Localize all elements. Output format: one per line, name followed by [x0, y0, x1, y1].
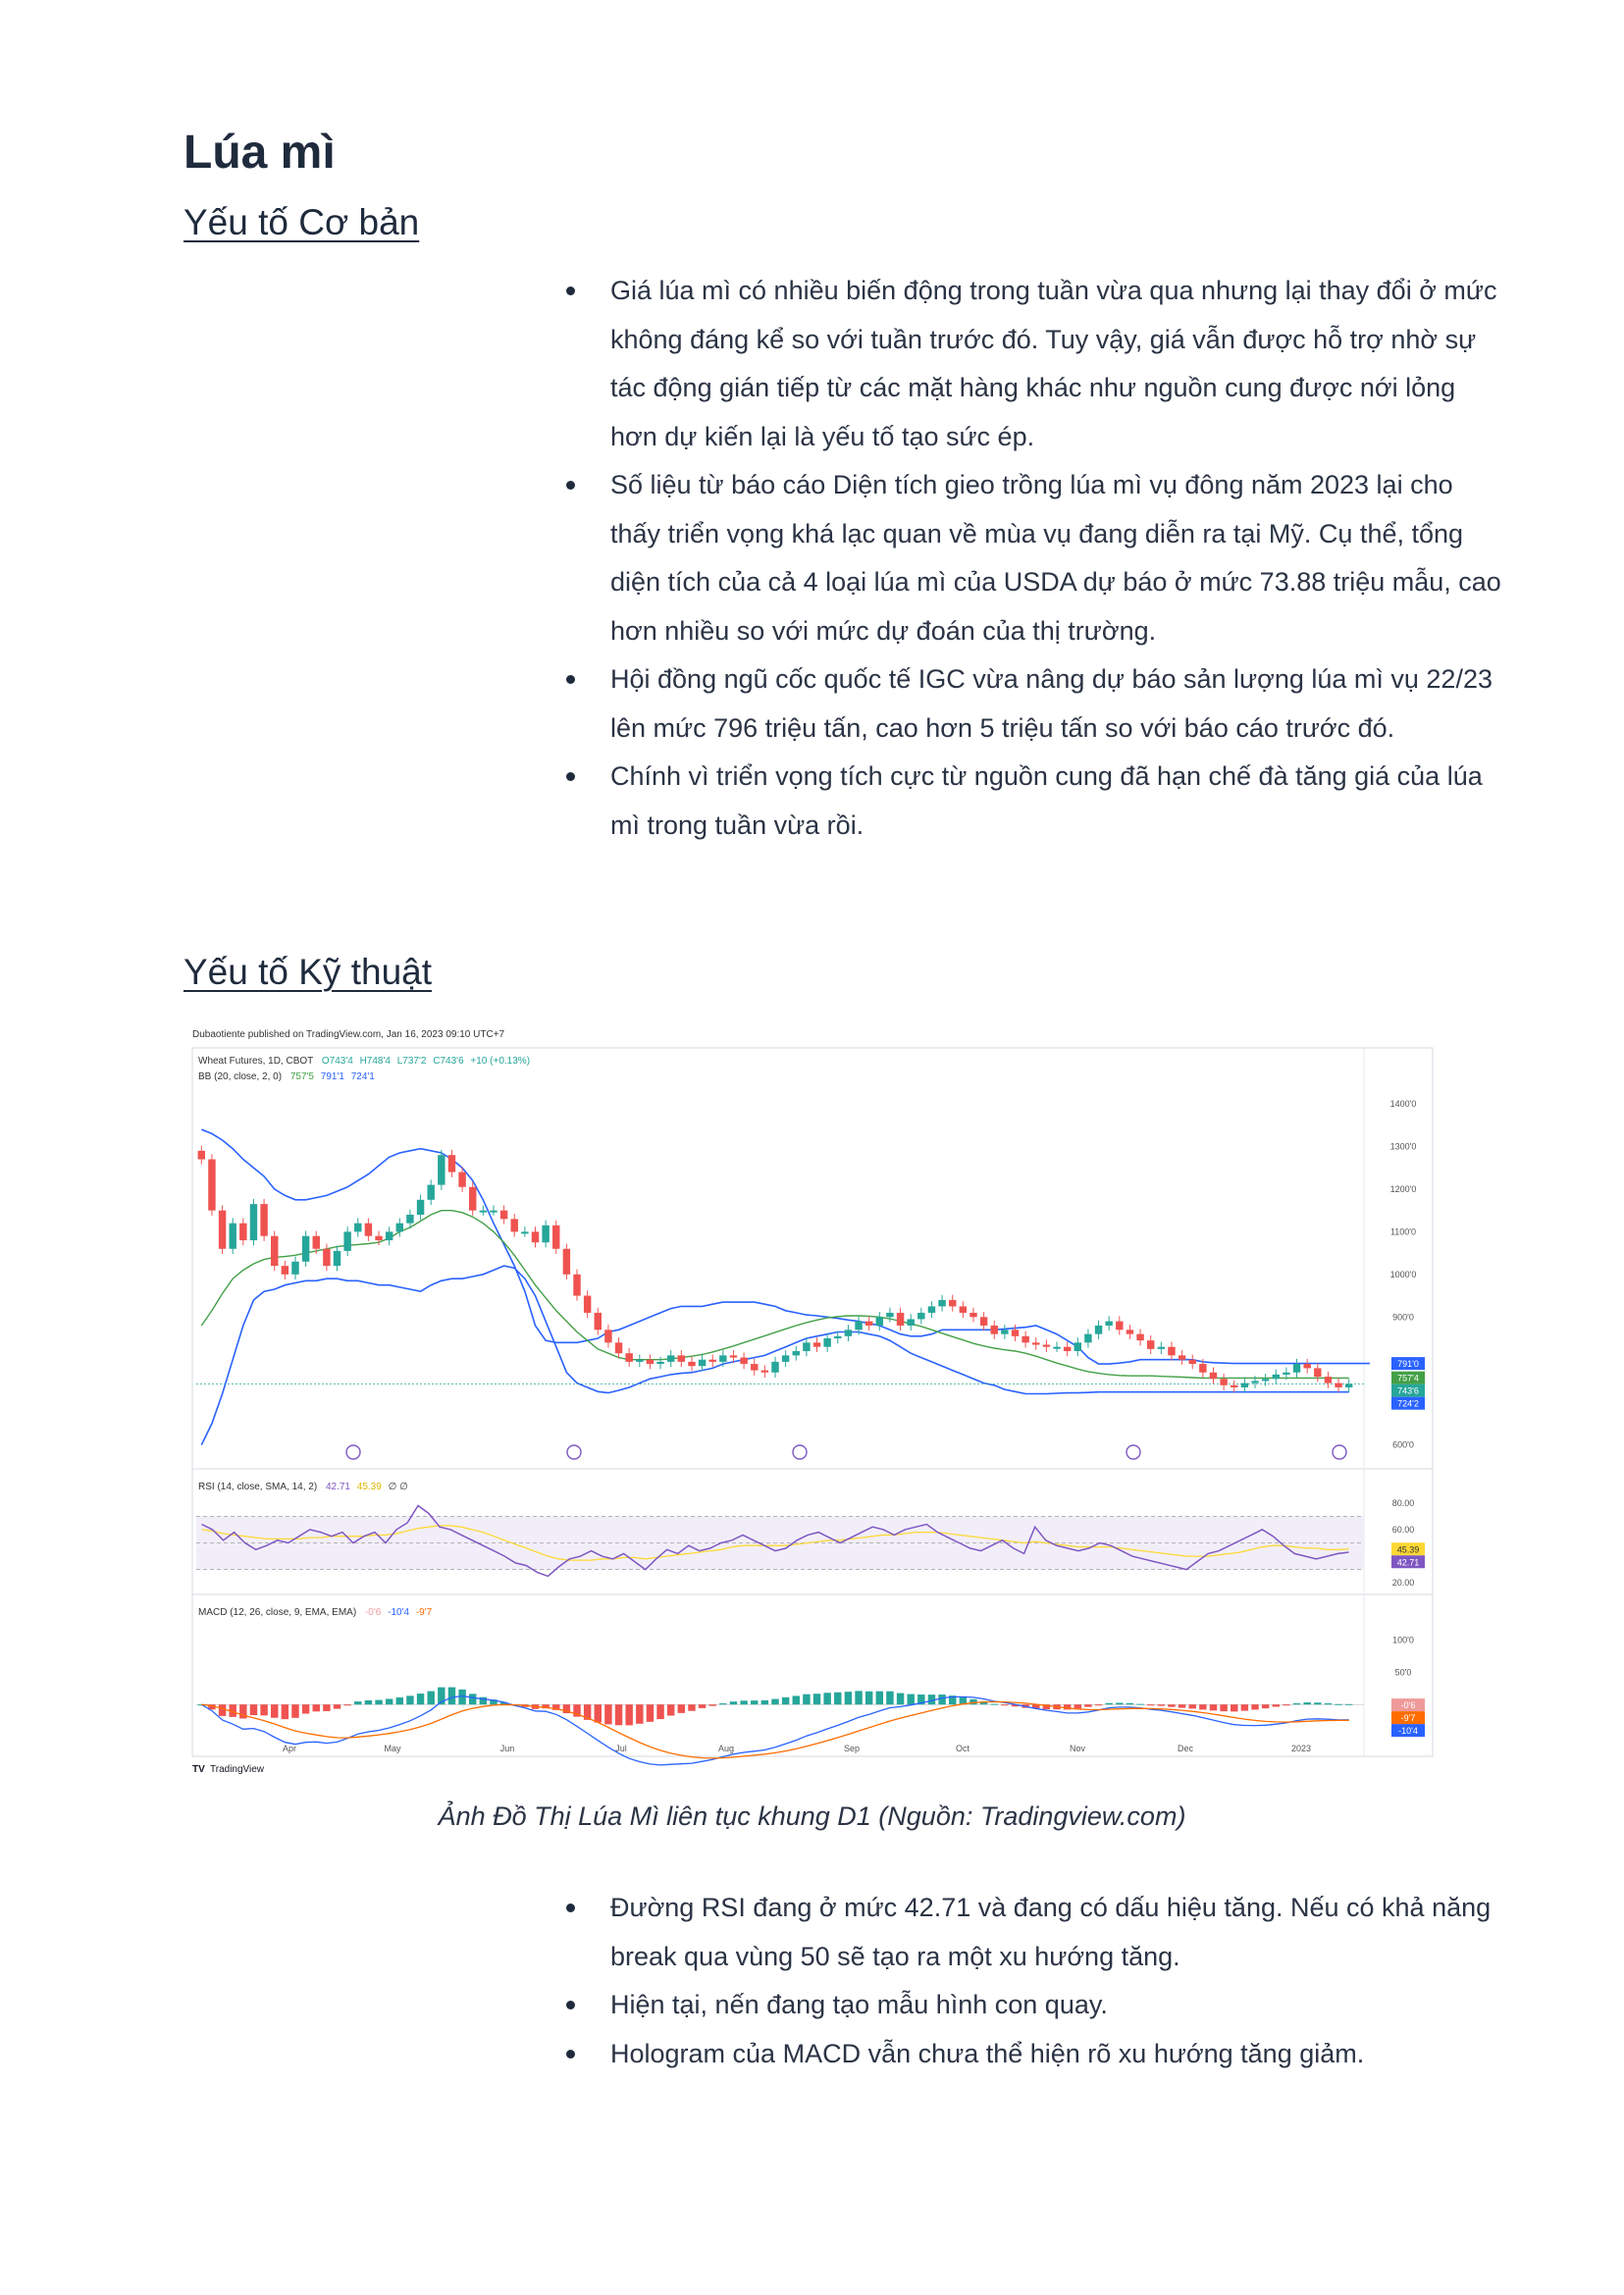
- month-tick-label: Apr: [282, 1744, 297, 1753]
- candle-body: [458, 1173, 465, 1187]
- candle-body: [1158, 1347, 1165, 1349]
- candle-body: [343, 1231, 350, 1251]
- macd-label-text: -10'4: [1398, 1726, 1418, 1737]
- candle-body: [708, 1360, 715, 1362]
- macd-histogram-bar: [1314, 1702, 1321, 1704]
- macd-histogram-bar: [469, 1694, 476, 1704]
- candle-body: [229, 1224, 236, 1249]
- price-label-text: 743'6: [1397, 1385, 1419, 1396]
- candle-body: [991, 1326, 998, 1334]
- candle-body: [1231, 1385, 1237, 1387]
- macd-histogram-bar: [907, 1695, 914, 1705]
- section-heading-technical: Yếu tố Kỹ thuật: [183, 952, 433, 992]
- candle-body: [1189, 1360, 1196, 1364]
- month-tick-label: Oct: [955, 1744, 970, 1753]
- candle-body: [448, 1155, 455, 1172]
- month-tick-label: 2023: [1290, 1744, 1312, 1753]
- macd-histogram-bar: [250, 1704, 257, 1715]
- price-tick-label: 1200'0: [1389, 1183, 1417, 1194]
- candle-body: [886, 1313, 893, 1317]
- candle-body: [334, 1251, 341, 1266]
- macd-histogram-bar: [1147, 1704, 1154, 1705]
- candle-body: [719, 1355, 726, 1362]
- candle-body: [793, 1351, 800, 1355]
- basic-bullet-item: Chính vì triển vọng tích cực từ nguồn cung đã hạn chế đà tăng giá của lúa mì trong tuần vừa rồi.: [610, 753, 1508, 850]
- macd-histogram-bar: [761, 1700, 768, 1704]
- macd-histogram-bar: [291, 1704, 298, 1718]
- macd-histogram-bar: [1231, 1704, 1237, 1711]
- technical-bullet-item: Đường RSI đang ở mức 42.71 và đang có dấu hiệu tăng. Nếu có khả năng break qua vùng 50 sẽ tạo ra một xu hướng tăng.: [610, 1884, 1508, 1981]
- macd-histogram-bar: [1105, 1703, 1112, 1704]
- candle-body: [500, 1211, 507, 1220]
- candle-body: [1314, 1368, 1321, 1377]
- candle-body: [1199, 1364, 1206, 1373]
- macd-histogram-bar: [1241, 1704, 1248, 1710]
- technical-bullet-item: Hologram của MACD vẫn chưa thể hiện rõ xu hướng tăng giảm.: [610, 2030, 1508, 2079]
- month-tick-label: Nov: [1069, 1744, 1086, 1753]
- macd-histogram-bar: [771, 1699, 778, 1705]
- candle-body: [751, 1364, 758, 1371]
- candle-body: [563, 1249, 570, 1275]
- candle-body: [1345, 1383, 1352, 1386]
- candle-body: [1241, 1383, 1248, 1387]
- candle-body: [928, 1306, 935, 1313]
- chart-symbol: Wheat Futures, 1D, CBOT: [198, 1056, 314, 1067]
- macd-legend-macd: -10'4: [388, 1607, 410, 1618]
- candle-body: [386, 1231, 393, 1240]
- macd-histogram-bar: [1074, 1704, 1081, 1708]
- macd-histogram-bar: [595, 1704, 602, 1722]
- candle-body: [1126, 1330, 1133, 1333]
- bb-legend-name: BB (20, close, 2, 0): [198, 1071, 283, 1082]
- macd-histogram-bar: [427, 1692, 434, 1705]
- macd-histogram-bar: [1126, 1703, 1133, 1704]
- candle-body: [511, 1219, 518, 1231]
- macd-histogram-bar: [260, 1704, 267, 1715]
- candle-body: [876, 1317, 883, 1326]
- candle-body: [845, 1330, 852, 1336]
- page-title: Lúa mì: [183, 127, 336, 179]
- macd-histogram-bar: [782, 1697, 789, 1704]
- candle-body: [573, 1275, 580, 1296]
- macd-histogram-bar: [636, 1704, 643, 1724]
- month-tick-label: Jun: [499, 1744, 515, 1753]
- candle-body: [1001, 1330, 1008, 1333]
- macd-histogram-bar: [897, 1694, 904, 1705]
- candle-body: [678, 1355, 685, 1362]
- ohlc-close: C743'6: [433, 1056, 464, 1067]
- candle-body: [532, 1231, 539, 1242]
- candle-body: [208, 1160, 215, 1211]
- candle-body: [1147, 1340, 1154, 1349]
- month-tick-label: May: [384, 1744, 401, 1753]
- candle-body: [1032, 1342, 1039, 1344]
- candle-body: [239, 1224, 246, 1240]
- rsi-tick-label: 20.00: [1391, 1578, 1415, 1589]
- macd-histogram-bar: [365, 1700, 372, 1704]
- macd-histogram-bar: [615, 1704, 622, 1725]
- svg-text:RSI (14, close, SMA, 14, 2): [198, 1482, 408, 1492]
- macd-histogram-bar: [1303, 1702, 1310, 1704]
- candle-body: [1074, 1342, 1081, 1351]
- macd-histogram-bar: [708, 1704, 715, 1705]
- candle-body: [490, 1211, 497, 1213]
- candle-body: [219, 1211, 226, 1249]
- price-label-text: 724'2: [1397, 1398, 1419, 1409]
- chart-caption: Ảnh Đồ Thị Lúa Mì liên tục khung D1 (Nguồn: Tradingview.com): [438, 1801, 1186, 1831]
- candle-body: [375, 1236, 382, 1240]
- macd-histogram-bar: [1210, 1704, 1217, 1710]
- price-tick-label: 1100'0: [1389, 1226, 1417, 1237]
- candle-body: [1220, 1379, 1227, 1385]
- candle-body: [427, 1185, 434, 1200]
- candle-body: [855, 1322, 862, 1330]
- candle-body: [417, 1200, 424, 1215]
- macd-legend-name: MACD (12, 26, close, 9, EMA, EMA): [198, 1607, 357, 1618]
- event-marker-icon: [1126, 1445, 1140, 1459]
- macd-histogram-bar: [740, 1700, 747, 1704]
- macd-histogram-bar: [1293, 1703, 1300, 1704]
- candle-body: [907, 1319, 914, 1326]
- macd-histogram-bar: [730, 1701, 737, 1704]
- ohlc-high: H748'4: [359, 1056, 391, 1067]
- candle-body: [1168, 1347, 1175, 1356]
- macd-histogram-bar: [219, 1704, 226, 1716]
- ohlc-change: +10 (+0.13%): [470, 1056, 531, 1067]
- candle-body: [1335, 1383, 1341, 1387]
- macd-histogram-bar: [1220, 1704, 1227, 1711]
- macd-histogram-bar: [1084, 1704, 1091, 1706]
- macd-histogram-bar: [667, 1704, 674, 1715]
- candle-body: [1293, 1364, 1300, 1373]
- macd-histogram-bar: [834, 1693, 841, 1704]
- macd-histogram-bar: [793, 1695, 800, 1704]
- candle-body: [813, 1342, 820, 1346]
- bb-legend-upper: 791'1: [320, 1071, 344, 1082]
- candle-body: [313, 1236, 320, 1249]
- candle-body: [1325, 1377, 1332, 1383]
- svg-text:MACD (12, 26, close, 9, EMA, E: [198, 1607, 433, 1618]
- candle-body: [584, 1296, 591, 1313]
- basic-bullet-item: Hội đồng ngũ cốc quốc tế IGC vừa nâng dự báo sản lượng lúa mì vụ 22/23 lên mức 796 triệu tấn, cao hơn 5 triệu tấn so với báo cáo trước đó.: [610, 655, 1508, 753]
- candle-body: [365, 1224, 372, 1236]
- candle-body: [604, 1330, 611, 1342]
- candle-body: [354, 1224, 361, 1232]
- candle-body: [438, 1155, 445, 1184]
- macd-label-text: -0'6: [1400, 1700, 1416, 1711]
- rsi-tick-label: 60.00: [1391, 1524, 1415, 1535]
- macd-histogram-bar: [1283, 1704, 1289, 1705]
- macd-histogram-bar: [448, 1688, 455, 1705]
- ohlc-open: O743'4: [321, 1056, 353, 1067]
- macd-histogram-bar: [343, 1704, 350, 1705]
- macd-histogram-bar: [1095, 1704, 1102, 1705]
- candle-body: [521, 1231, 528, 1233]
- macd-histogram-bar: [1262, 1704, 1269, 1708]
- candle-body: [1064, 1347, 1071, 1351]
- price-tick-label: 1400'0: [1389, 1099, 1417, 1110]
- svg-text:TradingView: TradingView: [210, 1764, 265, 1775]
- bb-legend-basis: 757'5: [289, 1071, 314, 1082]
- candle-body: [699, 1360, 706, 1367]
- macd-histogram-bar: [699, 1704, 706, 1708]
- candle-body: [656, 1362, 663, 1364]
- macd-histogram-bar: [855, 1691, 862, 1704]
- svg-text:Wheat Futures, 1D, CBOT: [198, 1056, 530, 1067]
- candle-body: [730, 1355, 737, 1357]
- macd-legend-hist: -0'6: [364, 1607, 382, 1618]
- candle-body: [1210, 1373, 1217, 1380]
- macd-tick-label: 50'0: [1394, 1667, 1412, 1678]
- macd-histogram-bar: [282, 1704, 288, 1719]
- macd-histogram-bar: [719, 1703, 726, 1704]
- candle-body: [667, 1355, 674, 1362]
- macd-histogram-bar: [271, 1704, 278, 1718]
- macd-histogram-bar: [604, 1704, 611, 1724]
- candle-body: [688, 1362, 695, 1366]
- macd-histogram-bar: [938, 1695, 945, 1704]
- candle-body: [1251, 1381, 1258, 1382]
- rsi-legend-extra: ∅ ∅: [388, 1482, 408, 1492]
- basic-bullet-list: [559, 267, 1508, 850]
- macd-histogram-bar: [886, 1692, 893, 1705]
- macd-histogram-bar: [845, 1692, 852, 1704]
- rsi-legend-sma: 45.39: [356, 1482, 382, 1492]
- candle-body: [897, 1313, 904, 1326]
- macd-histogram-bar: [375, 1700, 382, 1705]
- candle-body: [542, 1226, 549, 1242]
- candle-body: [980, 1317, 987, 1326]
- bb-legend-lower: 724'1: [350, 1071, 375, 1082]
- candle-body: [1095, 1326, 1102, 1334]
- candle-body: [1262, 1379, 1269, 1381]
- macd-histogram-bar: [406, 1695, 413, 1704]
- candle-body: [823, 1338, 830, 1347]
- macd-histogram-bar: [876, 1692, 883, 1705]
- ohlc-low: L737'2: [396, 1056, 427, 1067]
- macd-label-text: -9'7: [1400, 1713, 1416, 1724]
- month-tick-label: Aug: [717, 1744, 735, 1753]
- candle-body: [323, 1249, 330, 1266]
- macd-histogram-bar: [313, 1704, 320, 1711]
- candle-body: [834, 1336, 841, 1338]
- candle-body: [1273, 1375, 1280, 1379]
- rsi-tick-label: 80.00: [1391, 1497, 1415, 1508]
- month-tick-label: Sep: [843, 1744, 861, 1753]
- macd-histogram-bar: [1273, 1704, 1280, 1706]
- month-tick-label: Jul: [615, 1744, 627, 1753]
- macd-histogram-bar: [1335, 1704, 1341, 1705]
- macd-histogram-bar: [1116, 1702, 1123, 1704]
- macd-histogram-bar: [678, 1704, 685, 1713]
- rsi-legend-name: RSI (14, close, SMA, 14, 2): [198, 1482, 318, 1492]
- candle-body: [636, 1360, 643, 1362]
- month-tick-label: Dec: [1177, 1744, 1194, 1753]
- candle-body: [1105, 1322, 1112, 1326]
- macd-histogram-bar: [1001, 1704, 1008, 1705]
- candle-body: [938, 1300, 945, 1307]
- candle-body: [615, 1342, 622, 1353]
- svg-text:TV: TV: [192, 1764, 205, 1775]
- macd-histogram-bar: [1199, 1704, 1206, 1709]
- candle-body: [302, 1236, 309, 1262]
- macd-histogram-bar: [1325, 1703, 1332, 1704]
- macd-histogram-bar: [1136, 1704, 1143, 1705]
- rsi-legend-value: 42.71: [325, 1482, 350, 1492]
- candle-body: [552, 1226, 559, 1249]
- candle-body: [1116, 1322, 1123, 1330]
- candle-body: [740, 1358, 747, 1365]
- macd-histogram-bar: [354, 1701, 361, 1704]
- candle-body: [647, 1360, 654, 1364]
- macd-histogram-bar: [386, 1698, 393, 1704]
- candle-body: [1084, 1334, 1091, 1343]
- candle-body: [1136, 1334, 1143, 1341]
- candle-body: [1043, 1345, 1050, 1347]
- macd-histogram-bar: [334, 1704, 341, 1708]
- candle-body: [771, 1362, 778, 1373]
- candle-body: [949, 1300, 956, 1307]
- candle-body: [782, 1355, 789, 1362]
- candle-body: [250, 1204, 257, 1240]
- macd-histogram-bar: [417, 1694, 424, 1704]
- macd-histogram-bar: [1345, 1704, 1352, 1705]
- candle-body: [917, 1313, 924, 1320]
- price-tick-label: 600'0: [1392, 1439, 1414, 1450]
- candle-body: [761, 1371, 768, 1373]
- rsi-label-text: 45.39: [1396, 1544, 1420, 1555]
- candle-body: [1303, 1364, 1310, 1368]
- candle-body: [406, 1215, 413, 1224]
- candle-body: [396, 1224, 403, 1232]
- basic-bullet-item: Số liệu từ báo cáo Diện tích gieo trồng lúa mì vụ đông năm 2023 lại cho thấy triển vọng khá lạc quan về mùa vụ đang diễn ra tại Mỹ. Cụ thể, tổng diện tích của cả 4 loại lúa mì của USDA dự báo ở mức 73.88 triệu mẫu, cao hơn nhiều so với mức dự đoán của thị trường.: [610, 461, 1508, 655]
- macd-histogram-bar: [1158, 1704, 1165, 1705]
- macd-legend-signal: -9'7: [415, 1607, 433, 1618]
- macd-histogram-bar: [1251, 1704, 1258, 1709]
- candle-body: [1179, 1355, 1185, 1359]
- candle-body: [960, 1306, 967, 1313]
- macd-histogram-bar: [991, 1704, 998, 1705]
- candle-body: [1283, 1373, 1289, 1375]
- candle-body: [1012, 1330, 1019, 1336]
- wheat-chart: [186, 1020, 1442, 1786]
- technical-bullet-item: Hiện tại, nến đang tạo mẫu hình con quay.: [610, 1981, 1508, 2030]
- price-tick-label: 1300'0: [1389, 1141, 1417, 1152]
- candle-body: [260, 1204, 267, 1236]
- macd-histogram-bar: [647, 1704, 654, 1722]
- macd-histogram-bar: [323, 1704, 330, 1711]
- basic-bullet-item: Giá lúa mì có nhiều biến động trong tuần vừa qua nhưng lại thay đổi ở mức không đáng kể so với tuần trước đó. Tuy vậy, giá vẫn được hỗ trợ nhờ sự tác động gián tiếp từ các mặt hàng khác như nguồn cung được nới lỏng hơn dự kiến lại là yếu tố tạo sức ép.: [610, 267, 1508, 461]
- candle-body: [595, 1313, 602, 1330]
- chart-header: Dubaotiente published on TradingView.com, Jan 16, 2023 09:10 UTC+7: [192, 1029, 505, 1040]
- section-heading-basic: Yếu tố Cơ bản: [183, 202, 420, 242]
- macd-histogram-bar: [1179, 1704, 1185, 1707]
- macd-histogram-bar: [803, 1695, 810, 1705]
- candle-body: [625, 1353, 632, 1362]
- candle-body: [282, 1266, 288, 1275]
- candle-body: [469, 1187, 476, 1211]
- event-marker-icon: [793, 1445, 807, 1459]
- macd-histogram-bar: [823, 1693, 830, 1704]
- candle-body: [1053, 1347, 1060, 1349]
- candle-body: [969, 1313, 976, 1317]
- macd-histogram-bar: [688, 1704, 695, 1710]
- macd-histogram-bar: [1168, 1704, 1175, 1706]
- macd-histogram-bar: [656, 1704, 663, 1719]
- candle-body: [271, 1236, 278, 1266]
- macd-histogram-bar: [813, 1694, 820, 1704]
- macd-histogram-bar: [625, 1704, 632, 1725]
- chart-frame: [192, 1048, 1433, 1756]
- tradingview-logo: [192, 1764, 265, 1775]
- macd-histogram-bar: [302, 1704, 309, 1713]
- macd-histogram-bar: [865, 1692, 872, 1704]
- rsi-label-text: 42.71: [1396, 1557, 1420, 1568]
- macd-histogram-bar: [751, 1700, 758, 1704]
- candle-body: [865, 1322, 872, 1326]
- price-label-text: 757'4: [1397, 1373, 1419, 1383]
- price-tick-label: 1000'0: [1389, 1269, 1417, 1279]
- price-label-text: 791'0: [1397, 1359, 1419, 1370]
- macd-tick-label: 100'0: [1392, 1635, 1414, 1645]
- event-marker-icon: [567, 1445, 581, 1459]
- candle-body: [803, 1342, 810, 1351]
- candle-body: [198, 1151, 205, 1160]
- event-marker-icon: [1333, 1445, 1346, 1459]
- candle-body: [480, 1211, 487, 1213]
- macd-histogram-bar: [1189, 1704, 1196, 1708]
- candle-body: [291, 1262, 298, 1275]
- macd-histogram-bar: [396, 1697, 403, 1704]
- candle-body: [1022, 1336, 1028, 1343]
- event-marker-icon: [346, 1445, 360, 1459]
- technical-bullet-list: [559, 1884, 1508, 2078]
- price-tick-label: 900'0: [1392, 1312, 1414, 1323]
